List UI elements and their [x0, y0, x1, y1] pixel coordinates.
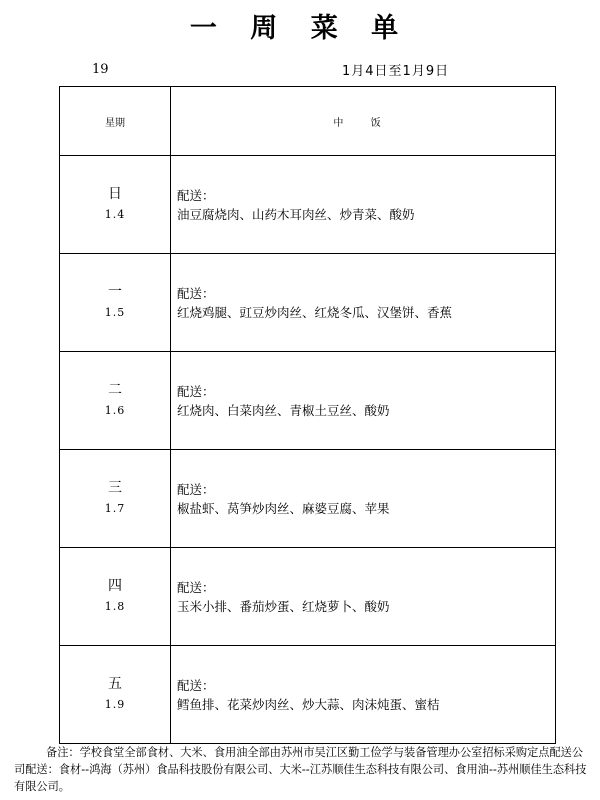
- meal-cell: [171, 156, 556, 254]
- meal-items: 油豆腐烧肉、山药木耳肉丝、炒青菜、酸奶: [177, 206, 415, 222]
- table-row: [60, 646, 556, 744]
- day-date: 1.7: [104, 502, 126, 515]
- meal-cell: [171, 254, 556, 352]
- day-name: 二: [108, 382, 122, 398]
- header-lunch: 中 饭: [171, 87, 556, 156]
- header-day: 星期: [60, 87, 171, 156]
- day-name: 一: [108, 284, 122, 300]
- day-cell: [60, 450, 171, 548]
- day-name: 日: [108, 186, 122, 202]
- table-header-row: [60, 87, 556, 156]
- meal-label: 配送：: [177, 579, 215, 595]
- meal-cell: [171, 352, 556, 450]
- meal-items: 红烧鸡腿、豇豆炒肉丝、红烧冬瓜、汉堡饼、香蕉: [177, 304, 453, 320]
- day-date: 1.6: [104, 404, 126, 417]
- meal-items: 椒盐虾、莴笋炒肉丝、麻婆豆腐、苹果: [177, 500, 390, 516]
- table-row: [60, 548, 556, 646]
- day-name: 五: [108, 676, 122, 692]
- page-title: 一 周 菜 单: [189, 13, 411, 44]
- week-number: 19: [92, 62, 109, 77]
- table-row: [60, 254, 556, 352]
- day-date: 1.4: [104, 208, 126, 221]
- day-name: 三: [108, 480, 122, 496]
- meal-cell: [171, 450, 556, 548]
- meal-items: 红烧肉、白菜肉丝、青椒土豆丝、酸奶: [177, 402, 390, 418]
- day-name: 四: [108, 578, 122, 594]
- meal-label: 配送：: [177, 383, 215, 399]
- meal-cell: [171, 646, 556, 744]
- table-row: [60, 156, 556, 254]
- table-row: [60, 450, 556, 548]
- day-date: 1.8: [104, 600, 126, 613]
- day-date: 1.9: [104, 698, 126, 711]
- day-cell: [60, 548, 171, 646]
- day-cell: [60, 254, 171, 352]
- meal-label: 配送：: [177, 481, 215, 497]
- day-date: 1.5: [104, 306, 126, 319]
- day-cell: [60, 646, 171, 744]
- meal-items: 鳕鱼排、花菜炒肉丝、炒大蒜、肉沫炖蛋、蜜桔: [177, 696, 440, 712]
- menu-table: [59, 86, 556, 744]
- meal-label: 配送：: [177, 285, 215, 301]
- date-range: 1月4日至1月9日: [342, 64, 450, 79]
- meal-cell: [171, 548, 556, 646]
- meal-items: 玉米小排、番茄炒蛋、红烧萝卜、酸奶: [177, 598, 390, 614]
- day-cell: [60, 156, 171, 254]
- meal-label: 配送：: [177, 187, 215, 203]
- table-row: [60, 352, 556, 450]
- footnote: 备注：学校食堂全部食材、大米、食用油全部由苏州市吴江区勤工俭学与装备管理办公室招标采购定点配送公司配送：食材--鸿海（苏州）食品科技股份有限公司、大米--江苏顺佳生态科技有限公司、食用油--苏州顺佳生态科技有限公司。: [14, 746, 587, 793]
- day-cell: [60, 352, 171, 450]
- meal-label: 配送：: [177, 677, 215, 693]
